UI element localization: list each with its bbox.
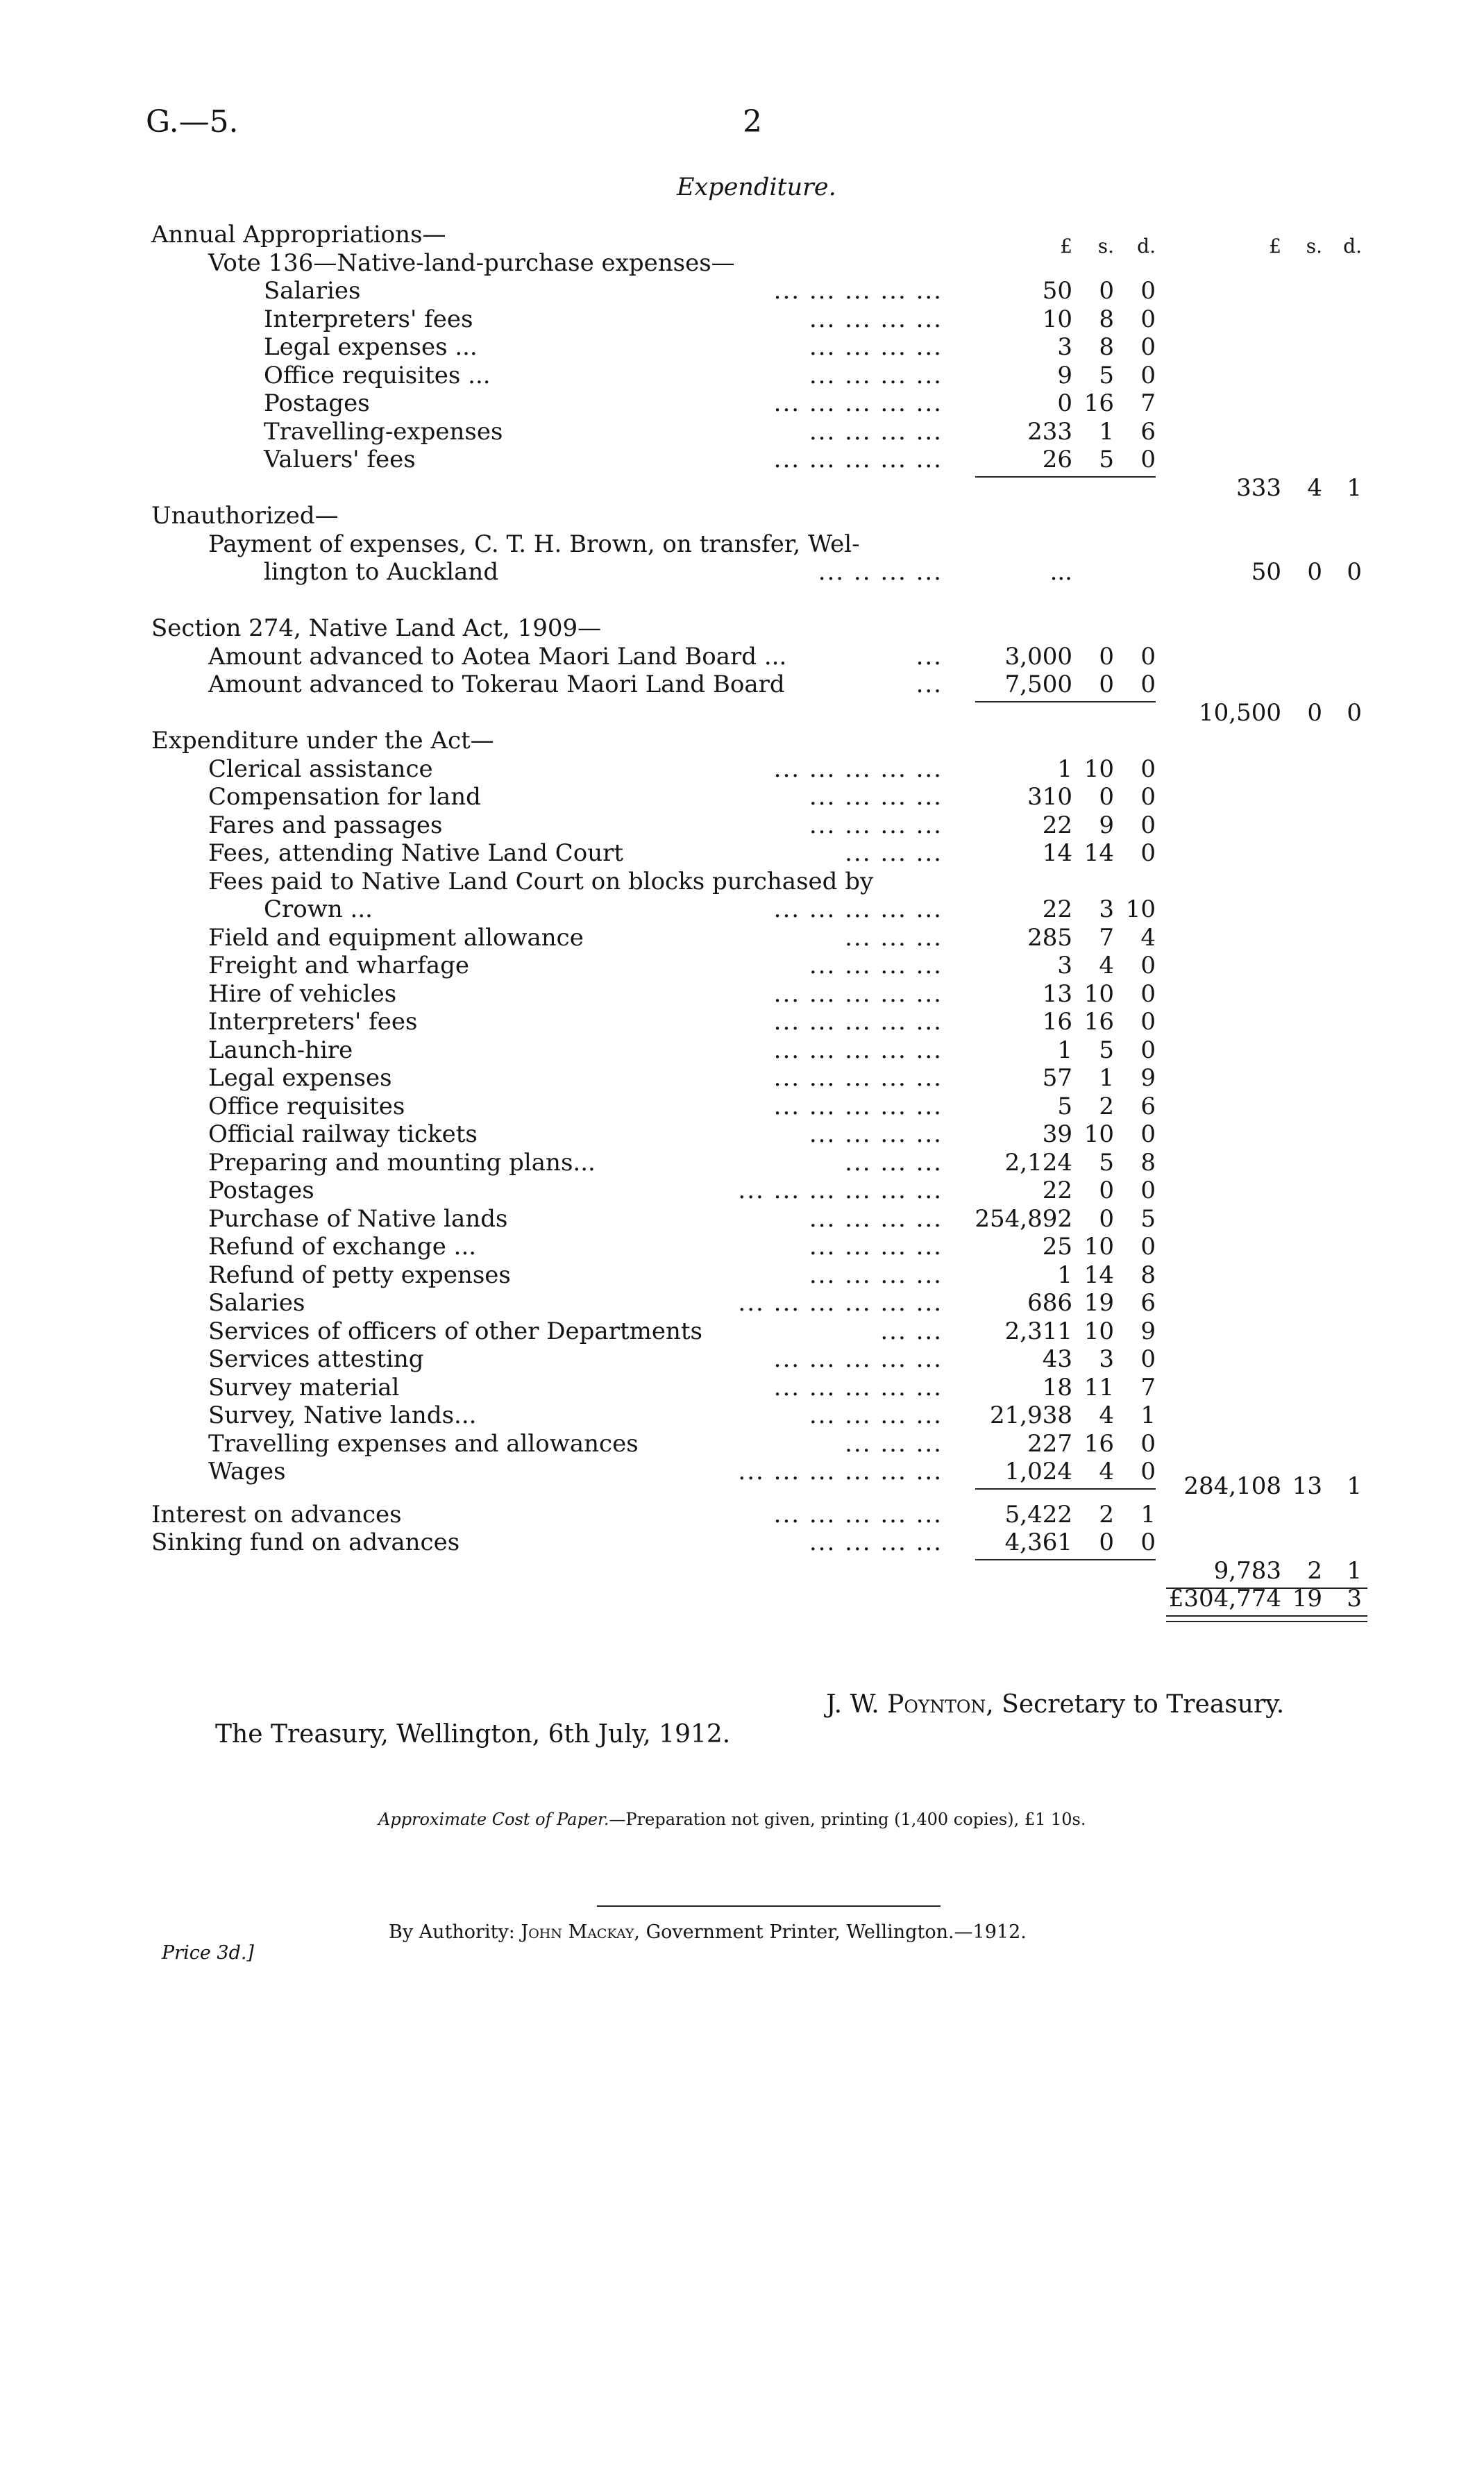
- cost-text: —Preparation not given, printing (1,400 copies), £1 10s.: [609, 1810, 1086, 1829]
- item-amount-pounds: 14: [1042, 839, 1072, 867]
- item-amount-shillings: 5: [1099, 1036, 1114, 1064]
- row-label: Travelling-expenses: [264, 417, 503, 446]
- subtotal-amount-pence: 1: [1347, 1472, 1362, 1501]
- table-row: [0, 362, 1484, 389]
- item-amount-shillings: 2: [1099, 1092, 1114, 1120]
- row-label: Office requisites: [208, 1092, 405, 1120]
- table-row: [0, 446, 1484, 473]
- table-row: [0, 558, 1484, 586]
- leader-dots: ... ... ... ...: [809, 811, 943, 839]
- table-row: [0, 1036, 1484, 1064]
- item-amount-pence: 0: [1140, 1008, 1156, 1036]
- item-amount-pence: 0: [1140, 839, 1156, 867]
- signature: [826, 1690, 1284, 1719]
- item-amount-shillings: 0: [1099, 783, 1114, 811]
- row-label: Field and equipment allowance: [208, 923, 584, 952]
- item-amount-shillings: 10: [1084, 755, 1114, 783]
- leader-dots: ... ... ... ... ... ...: [738, 1458, 943, 1485]
- item-amount-shillings: 0: [1099, 277, 1114, 305]
- leader-dots: ... ... ... ... ...: [773, 277, 943, 305]
- grand-total-rule-bottom: [1166, 1621, 1367, 1622]
- leader-dots: ... ... ... ...: [809, 1528, 943, 1557]
- leader-dots: ... ... ... ... ...: [773, 1373, 943, 1401]
- item-amount-shillings: 10: [1084, 979, 1114, 1008]
- leader-dots: ... ... ... ... ... ...: [738, 1177, 943, 1204]
- leader-dots: ... ... ... ...: [809, 952, 943, 979]
- table-row: [0, 1064, 1484, 1092]
- item-amount-pence: 0: [1140, 1177, 1156, 1204]
- total-row: [0, 1472, 1484, 1500]
- item-amount-pounds: 3,000: [1004, 642, 1072, 671]
- totals-pence-header: d.: [1343, 235, 1362, 258]
- price: Price 3d.]: [162, 1942, 254, 1964]
- row-label: Postages: [208, 1177, 314, 1204]
- table-row: [0, 1008, 1484, 1036]
- row-label: Fees, attending Native Land Court: [208, 839, 624, 867]
- item-amount-pence: 0: [1140, 755, 1156, 783]
- item-amount-shillings: 4: [1099, 952, 1114, 979]
- item-amount-pence: 9: [1140, 1064, 1156, 1092]
- leader-dots: ... ... ... ... ...: [773, 755, 943, 783]
- signatory-name: J. W. Poynton: [826, 1690, 986, 1719]
- subtotal-amount-pounds: 10,500: [1199, 698, 1281, 727]
- item-amount-shillings: 16: [1084, 389, 1114, 417]
- table-row: [0, 727, 1484, 755]
- leader-dots: ... ... ... ...: [809, 417, 943, 446]
- table-row: [0, 614, 1484, 642]
- row-label: Fares and passages: [208, 811, 443, 839]
- subtotal-amount-pounds: 333: [1236, 473, 1281, 502]
- items-shilling-header: s.: [1097, 235, 1114, 258]
- document-code: G.—5.: [146, 104, 239, 140]
- item-amount-pence: 7: [1140, 1373, 1156, 1401]
- item-amount-pounds: 4,361: [1004, 1528, 1072, 1557]
- item-amount-shillings: 10: [1084, 1233, 1114, 1261]
- row-label: Freight and wharfage: [208, 952, 469, 979]
- subtotal-amount-shillings: 2: [1307, 1556, 1322, 1585]
- item-amount-pounds: 7,500: [1004, 671, 1072, 698]
- page-number: 2: [743, 104, 762, 140]
- row-label: Survey material: [208, 1373, 400, 1401]
- item-amount-shillings: 5: [1099, 361, 1114, 389]
- row-label: lington to Auckland: [264, 558, 499, 586]
- row-label: Valuers' fees: [264, 446, 416, 473]
- subtotal-amount-pounds: 284,108: [1183, 1472, 1281, 1501]
- item-amount-pounds: 227: [1027, 1429, 1072, 1458]
- row-label: Expenditure under the Act—: [151, 727, 494, 755]
- subtotal-amount-shillings: 0: [1307, 698, 1322, 727]
- row-label: Postages: [264, 389, 370, 417]
- leader-dots: ... ... ... ... ...: [773, 1500, 943, 1528]
- item-amount-pounds: 39: [1042, 1120, 1072, 1148]
- subtotal-amount-pounds: 9,783: [1213, 1556, 1281, 1585]
- item-amount-pence: 1: [1140, 1500, 1156, 1528]
- leader-dots: ... ... ... ... ... ...: [738, 1289, 943, 1317]
- item-amount-pounds: 57: [1042, 1064, 1072, 1092]
- subtotal-amount-pence: 1: [1347, 1556, 1362, 1585]
- item-amount-pounds: ...: [1049, 558, 1072, 586]
- subtotal-amount-shillings: 4: [1307, 473, 1322, 502]
- table-row: [0, 1345, 1484, 1373]
- item-amount-pounds: 16: [1042, 1008, 1072, 1036]
- leader-dots: ... ... ... ...: [809, 783, 943, 811]
- total-row: [0, 587, 1484, 614]
- row-label: Survey, Native lands...: [208, 1401, 477, 1429]
- row-label: Launch-hire: [208, 1036, 353, 1064]
- item-amount-shillings: 3: [1099, 1345, 1114, 1373]
- item-amount-pence: 0: [1140, 1528, 1156, 1557]
- table-row: [0, 1374, 1484, 1401]
- item-amount-pounds: 22: [1042, 1177, 1072, 1204]
- row-label: Services of officers of other Departments: [208, 1317, 702, 1345]
- item-amount-shillings: 2: [1099, 1500, 1114, 1528]
- item-amount-pounds: 686: [1027, 1289, 1072, 1317]
- leader-dots: ... ... ...: [845, 1429, 943, 1458]
- item-amount-pounds: 5: [1057, 1092, 1072, 1120]
- totals-shilling-header: s.: [1306, 235, 1322, 258]
- table-row: [0, 1501, 1484, 1528]
- total-row: [0, 474, 1484, 502]
- table-row: [0, 305, 1484, 333]
- item-amount-pounds: 18: [1042, 1373, 1072, 1401]
- table-row: [0, 1093, 1484, 1120]
- printer-authority: [389, 1921, 1027, 1943]
- item-amount-shillings: 0: [1099, 1528, 1114, 1557]
- leader-dots: ... ... ... ... ...: [773, 1345, 943, 1373]
- table-row: [0, 1149, 1484, 1177]
- item-amount-pounds: 233: [1027, 417, 1072, 446]
- leader-dots: ...: [916, 671, 943, 698]
- item-amount-shillings: 0: [1099, 1204, 1114, 1233]
- place-date: The Treasury, Wellington, 6th July, 1912.: [215, 1720, 731, 1749]
- item-amount-pence: 9: [1140, 1317, 1156, 1345]
- item-amount-pence: 0: [1140, 446, 1156, 473]
- item-amount-pence: 0: [1140, 811, 1156, 839]
- table-row: [0, 530, 1484, 558]
- item-amount-pence: 0: [1140, 361, 1156, 389]
- item-amount-pence: 10: [1125, 895, 1156, 923]
- table-row: [0, 1177, 1484, 1204]
- item-amount-shillings: 9: [1099, 811, 1114, 839]
- item-amount-pence: 8: [1140, 1148, 1156, 1177]
- cost-label: Approximate Cost of Paper.: [378, 1810, 609, 1829]
- table-row: [0, 643, 1484, 671]
- table-row: [0, 502, 1484, 530]
- item-amount-pence: 4: [1140, 923, 1156, 952]
- item-amount-pence: 0: [1140, 277, 1156, 305]
- row-label: Annual Appropriations—: [151, 221, 446, 249]
- item-amount-pounds: 1,024: [1004, 1458, 1072, 1485]
- printer-name: John Mackay: [521, 1921, 634, 1943]
- row-label: Refund of exchange ...: [208, 1233, 477, 1261]
- item-amount-pence: 6: [1140, 1092, 1156, 1120]
- item-amount-shillings: 19: [1084, 1289, 1114, 1317]
- row-label: Salaries: [264, 277, 361, 305]
- item-amount-pence: 5: [1140, 1204, 1156, 1233]
- row-label: Travelling expenses and allowances: [208, 1429, 639, 1458]
- item-amount-pence: 0: [1140, 1429, 1156, 1458]
- item-amount-pence: 0: [1140, 979, 1156, 1008]
- page-title: Expenditure.: [677, 174, 836, 201]
- leader-dots: ... ... ... ...: [809, 361, 943, 389]
- leader-dots: ... ... ... ...: [809, 1261, 943, 1289]
- item-amount-pounds: 10: [1042, 305, 1072, 333]
- table-row: [0, 671, 1484, 698]
- leader-dots: ... ... ... ... ...: [773, 446, 943, 473]
- row-label: Fees paid to Native Land Court on blocks purchased by: [208, 867, 874, 895]
- items-pence-header: d.: [1137, 235, 1156, 258]
- row-label: Clerical assistance: [208, 755, 433, 783]
- item-amount-pounds: 1: [1057, 1036, 1072, 1064]
- item-amount-pounds: 3: [1057, 952, 1072, 979]
- leader-dots: ... ... ... ... ...: [773, 1064, 943, 1092]
- item-amount-shillings: 16: [1084, 1008, 1114, 1036]
- grand-total-rule-top: [1166, 1615, 1367, 1617]
- item-amount-pence: 6: [1140, 417, 1156, 446]
- leader-dots: ... ... ... ...: [809, 1401, 943, 1429]
- table-row: [0, 418, 1484, 446]
- table-row: [0, 1430, 1484, 1458]
- row-label: Legal expenses: [208, 1064, 392, 1092]
- row-label: Amount advanced to Tokerau Maori Land Board: [208, 671, 785, 698]
- item-amount-pounds: 26: [1042, 446, 1072, 473]
- item-amount-pence: 6: [1140, 1289, 1156, 1317]
- item-amount-shillings: 16: [1084, 1429, 1114, 1458]
- leader-dots: ... ... ... ... ...: [773, 1008, 943, 1036]
- table-row: [0, 1401, 1484, 1429]
- item-amount-pence: 7: [1140, 389, 1156, 417]
- leader-dots: ... ...: [880, 1317, 943, 1345]
- item-amount-pounds: 25: [1042, 1233, 1072, 1261]
- table-row: [0, 249, 1484, 277]
- row-label: Official railway tickets: [208, 1120, 478, 1148]
- row-label: Hire of vehicles: [208, 979, 397, 1008]
- leader-dots: ... ... ... ... ...: [773, 389, 943, 417]
- total-row: [0, 699, 1484, 727]
- subtotal-amount-pence: 1: [1347, 473, 1362, 502]
- row-label: Interpreters' fees: [264, 305, 473, 333]
- item-amount-shillings: 0: [1099, 671, 1114, 698]
- row-label: Legal expenses ...: [264, 333, 478, 361]
- item-amount-pounds: 5,422: [1004, 1500, 1072, 1528]
- item-amount-shillings: 5: [1099, 446, 1114, 473]
- item-amount-pence: 8: [1140, 1261, 1156, 1289]
- item-amount-shillings: 0: [1099, 1177, 1114, 1204]
- item-amount-pence: 0: [1140, 1345, 1156, 1373]
- item-amount-pounds: 310: [1027, 783, 1072, 811]
- table-row: [0, 277, 1484, 305]
- item-amount-pence: 0: [1140, 1458, 1156, 1485]
- table-row: [0, 980, 1484, 1008]
- leader-dots: ...: [916, 642, 943, 671]
- items-pound-header: £: [1060, 235, 1072, 258]
- row-label: Interpreters' fees: [208, 1008, 418, 1036]
- item-amount-pence: 0: [1140, 952, 1156, 979]
- item-amount-shillings: 10: [1084, 1120, 1114, 1148]
- item-amount-pounds: 1: [1057, 755, 1072, 783]
- item-amount-pence: 0: [1140, 1036, 1156, 1064]
- leader-dots: ... ... ... ... ...: [773, 1092, 943, 1120]
- table-row: [0, 1317, 1484, 1345]
- item-amount-pence: 0: [1140, 333, 1156, 361]
- leader-dots: ... ... ... ...: [809, 1120, 943, 1148]
- leader-dots: ... .. ... ...: [818, 558, 943, 586]
- table-row: [0, 1261, 1484, 1289]
- item-amount-pence: 1: [1140, 1401, 1156, 1429]
- leader-dots: ... ... ...: [845, 923, 943, 952]
- leader-dots: ... ... ... ... ...: [773, 1036, 943, 1064]
- table-row: [0, 839, 1484, 867]
- leader-dots: ... ... ... ...: [809, 333, 943, 361]
- subtotal-amount-pounds: 50: [1251, 558, 1281, 586]
- authority-prefix: By Authority:: [389, 1921, 521, 1943]
- item-amount-pence: 0: [1140, 1120, 1156, 1148]
- row-label: Salaries: [208, 1289, 305, 1317]
- row-label: Section 274, Native Land Act, 1909—: [151, 614, 602, 642]
- subtotal-amount-pence: 3: [1347, 1585, 1362, 1613]
- item-amount-pounds: 1: [1057, 1261, 1072, 1289]
- item-amount-pounds: 13: [1042, 979, 1072, 1008]
- item-amount-pence: 0: [1140, 671, 1156, 698]
- row-label: Office requisites ...: [264, 361, 491, 389]
- leader-dots: ... ... ... ... ...: [773, 895, 943, 923]
- row-label: Crown ...: [264, 895, 373, 923]
- subtotal-amount-pounds: £304,774: [1168, 1585, 1281, 1613]
- table-row: [0, 755, 1484, 783]
- row-label: Compensation for land: [208, 783, 481, 811]
- item-amount-pounds: 0: [1057, 389, 1072, 417]
- item-amount-pounds: 254,892: [975, 1204, 1072, 1233]
- row-label: Vote 136—Native-land-purchase expenses—: [208, 249, 735, 277]
- table-row: [0, 952, 1484, 979]
- row-label: Amount advanced to Aotea Maori Land Board ...: [208, 642, 787, 671]
- row-label: Unauthorized—: [151, 502, 339, 530]
- item-amount-pounds: 2,124: [1004, 1148, 1072, 1177]
- subtotal-amount-pence: 0: [1347, 698, 1362, 727]
- item-amount-shillings: 11: [1084, 1373, 1114, 1401]
- table-row: [0, 1289, 1484, 1317]
- item-amount-shillings: 10: [1084, 1317, 1114, 1345]
- item-amount-pounds: 9: [1057, 361, 1072, 389]
- table-row: [0, 868, 1484, 895]
- item-amount-shillings: 7: [1099, 923, 1114, 952]
- row-label: Wages: [208, 1458, 286, 1485]
- item-amount-pounds: 2,311: [1004, 1317, 1072, 1345]
- row-label: Payment of expenses, C. T. H. Brown, on transfer, Wel-: [208, 530, 860, 558]
- table-row: [0, 895, 1484, 923]
- item-amount-shillings: 1: [1099, 1064, 1114, 1092]
- table-row: [0, 811, 1484, 839]
- table-row: [0, 1528, 1484, 1556]
- item-amount-shillings: 1: [1099, 417, 1114, 446]
- subtotal-amount-pence: 0: [1347, 558, 1362, 586]
- totals-pound-header: £: [1269, 235, 1281, 258]
- item-amount-shillings: 14: [1084, 1261, 1114, 1289]
- leader-dots: ... ... ... ...: [809, 1204, 943, 1233]
- table-row: [0, 389, 1484, 417]
- item-amount-pence: 0: [1140, 305, 1156, 333]
- row-label: Preparing and mounting plans...: [208, 1148, 596, 1177]
- item-amount-pence: 0: [1140, 642, 1156, 671]
- table-row: [0, 221, 1484, 249]
- cost-note: [378, 1810, 1086, 1829]
- item-amount-pence: 0: [1140, 1233, 1156, 1261]
- table-row: [0, 333, 1484, 361]
- item-amount-pounds: 50: [1042, 277, 1072, 305]
- row-label: Purchase of Native lands: [208, 1204, 508, 1233]
- item-amount-pence: 0: [1140, 783, 1156, 811]
- row-label: Refund of petty expenses: [208, 1261, 511, 1289]
- subtotal-amount-shillings: 19: [1292, 1585, 1322, 1613]
- total-row: [0, 1557, 1484, 1585]
- item-amount-pounds: 3: [1057, 333, 1072, 361]
- item-amount-shillings: 0: [1099, 642, 1114, 671]
- signatory-title: , Secretary to Treasury.: [986, 1690, 1285, 1719]
- item-amount-pounds: 21,938: [990, 1401, 1072, 1429]
- subtotal-amount-shillings: 0: [1307, 558, 1322, 586]
- item-amount-shillings: 4: [1099, 1401, 1114, 1429]
- item-amount-pounds: 22: [1042, 895, 1072, 923]
- total-row: [0, 1585, 1484, 1612]
- row-label: Services attesting: [208, 1345, 424, 1373]
- authority-suffix: , Government Printer, Wellington.—1912.: [634, 1921, 1027, 1943]
- leader-dots: ... ... ... ...: [809, 1233, 943, 1261]
- divider: [597, 1905, 941, 1907]
- item-amount-shillings: 8: [1099, 305, 1114, 333]
- item-amount-shillings: 3: [1099, 895, 1114, 923]
- table-row: [0, 783, 1484, 811]
- item-amount-pounds: 22: [1042, 811, 1072, 839]
- leader-dots: ... ... ...: [845, 839, 943, 867]
- row-label: Interest on advances: [151, 1500, 402, 1528]
- table-row: [0, 1233, 1484, 1261]
- item-amount-shillings: 8: [1099, 333, 1114, 361]
- leader-dots: ... ... ...: [845, 1148, 943, 1177]
- leader-dots: ... ... ... ... ...: [773, 979, 943, 1008]
- item-amount-pounds: 43: [1042, 1345, 1072, 1373]
- table-row: [0, 924, 1484, 952]
- table-row: [0, 1205, 1484, 1233]
- item-amount-pounds: 285: [1027, 923, 1072, 952]
- item-amount-shillings: 4: [1099, 1458, 1114, 1485]
- leader-dots: ... ... ... ...: [809, 305, 943, 333]
- subtotal-amount-shillings: 13: [1292, 1472, 1322, 1501]
- item-amount-shillings: 14: [1084, 839, 1114, 867]
- row-label: Sinking fund on advances: [151, 1528, 460, 1557]
- table-row: [0, 1120, 1484, 1148]
- item-amount-shillings: 5: [1099, 1148, 1114, 1177]
